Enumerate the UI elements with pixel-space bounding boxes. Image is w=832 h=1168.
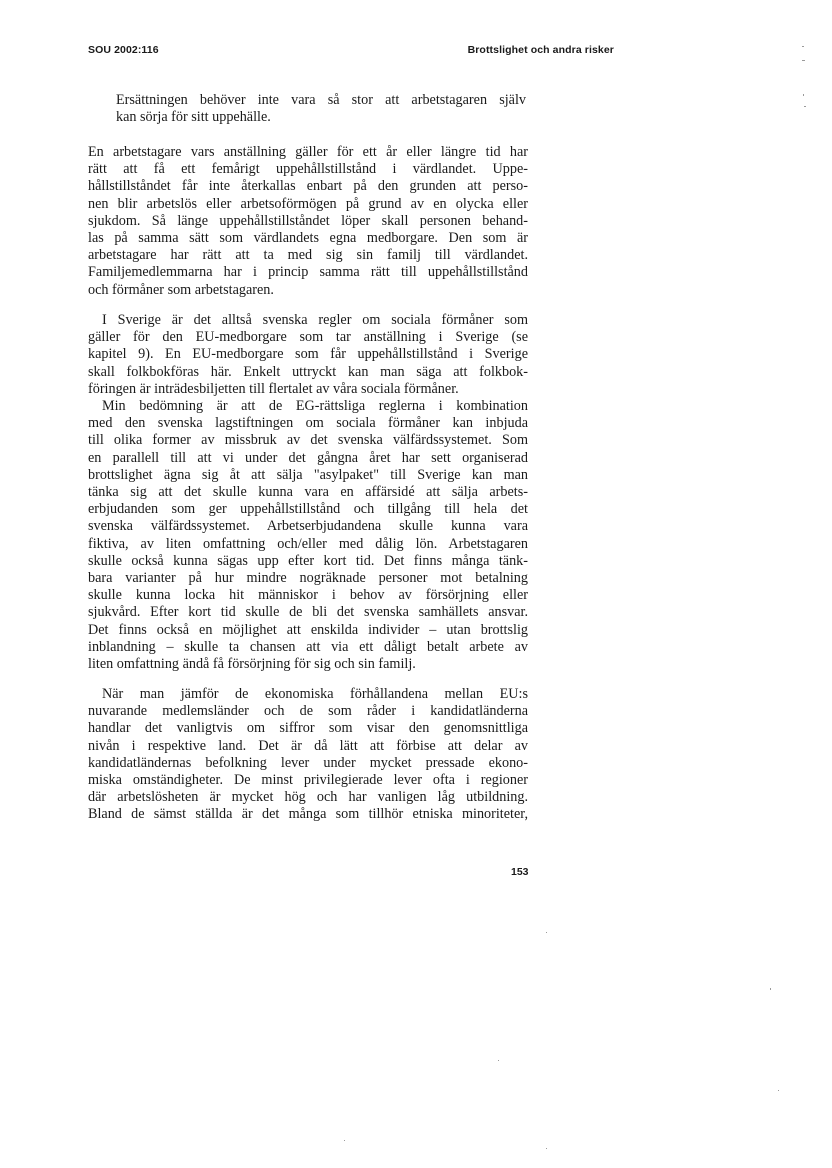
scan-speck [778,1090,779,1091]
text-line: och förmåner som arbetstagaren. [88,281,274,298]
scan-speck [802,46,804,47]
text-line: bara varianter på hur mindre nogräknade personer mot betalning [88,570,528,587]
text-line: Min bedömning är att de EG-rättsliga reglerna i kombination [102,398,528,414]
text-line: där arbetslösheten är mycket hög och har vanligen låg utbildning. [88,789,528,806]
text-line: Det finns också en möjlighet att enskilda individer – utan brottslig [88,621,528,638]
paragraph-4 [88,686,528,824]
page-number: 153 [511,866,529,878]
text-line: nuvarande medlemsländer och de som råder i kandidatländerna [88,703,528,720]
text-line: gäller för den EU-medborgare som tar anställning i Sverige (se [88,329,528,346]
text-line: med den svenska lagstiftningen om sociala förmåner kan inbjuda [88,415,528,432]
scan-speck [344,1140,345,1141]
text-line: erbjudanden som ger uppehållstillstånd och tillgång till hela det [88,501,528,518]
text-line: sjukdom. Så länge uppehållstillståndet löper skall personen behand- [88,212,528,229]
text-line: fiktiva, av liten omfattning och/eller med dålig lön. Arbetstagaren [88,535,528,552]
text-line: Bland de sämst ställda är det många som tillhör etniska minoriteter, [88,806,528,823]
text-line: svenska välfärdssystemet. Arbetserbjudandena skulle kunna vara [88,518,528,535]
paragraph-3 [88,398,528,673]
scan-speck [546,1148,547,1149]
text-line: nen blir arbetslös eller arbetsoförmögen på grund av en olycka eller [88,195,528,212]
text-line: När man jämför de ekonomiska förhållandena mellan EU:s [102,686,528,702]
text-line: rätt att få ett femårigt uppehållstillstånd i värdlandet. Uppe- [88,161,528,178]
scan-speck [498,1060,499,1061]
paragraph-2 [88,312,528,398]
text-line: föringen är inträdesbiljetten till flertalet av våra sociala förmåner. [88,380,459,397]
text-line: kandidatländernas befolkning lever under mycket pressade ekono- [88,754,528,771]
text-line: till olika former av missbruk av det svenska välfärdssystemet. Som [88,432,528,449]
text-line: nivån i respektive land. Det är då lätt att förbise att delar av [88,737,528,754]
text-line: sjukvård. Efter kort tid skulle de bli det svenska samhällets ansvar. [88,604,528,621]
text-line: Ersättningen behöver inte vara så stor att arbetstagaren själv [116,92,526,108]
scan-speck [802,60,805,61]
scan-speck [804,106,806,107]
text-line: kapitel 9). En EU-medborgare som får uppehållstillstånd i Sverige [88,346,528,363]
text-line: skall folkbokföras här. Enkelt uttryckt kan man säga att folkbok- [88,363,528,380]
text-line: las på samma sätt som värdlandets egna medborgare. Den som är [88,230,528,247]
text-line: tänka sig att det skulle kunna vara en affärsidé att sälja arbets- [88,484,528,501]
chapter-title-label: Brottslighet och andra risker [467,44,614,56]
text-line: skulle kunna locka hit människor i behov av försörjning eller [88,587,528,604]
scan-speck [546,932,547,933]
text-line: skulle också kunna sägas upp efter kort tid. Det finns många tänk- [88,552,528,569]
text-line: brottslighet ägna sig åt att sälja "asylpaket" till Sverige kan man [88,466,528,483]
text-line: miska omständigheter. De minst privilegierade lever ofta i regioner [88,772,528,789]
text-line: hållstillståndet får inte återkallas enbart på den grunden att perso- [88,178,528,195]
text-line: kan sörja för sitt uppehälle. [116,109,271,126]
text-line: arbetstagare har rätt att ta med sig sin familj till värdlandet. [88,247,528,264]
running-header [88,44,614,60]
indented-quote [116,92,526,126]
scan-speck [770,988,771,990]
document-series-label: SOU 2002:116 [88,44,159,56]
text-line: inblandning – skulle ta chansen att via ett dåligt betalt arbete av [88,638,528,655]
text-line: handlar det vanligtvis om siffror som visar den genomsnittliga [88,720,528,737]
paragraph-1 [88,144,528,299]
text-line: I Sverige är det alltså svenska regler om sociala förmåner som [102,312,528,328]
text-line: en parallell till att vi under det gångna året har sett organiserad [88,449,528,466]
text-line: En arbetstagare vars anställning gäller för ett år eller längre tid har [88,144,528,160]
text-line: Familjemedlemmarna har i princip samma rätt till uppehållstillstånd [88,264,528,281]
text-line: liten omfattning ändå få försörjning för sig och sin familj. [88,656,416,673]
scan-speck [803,94,804,96]
